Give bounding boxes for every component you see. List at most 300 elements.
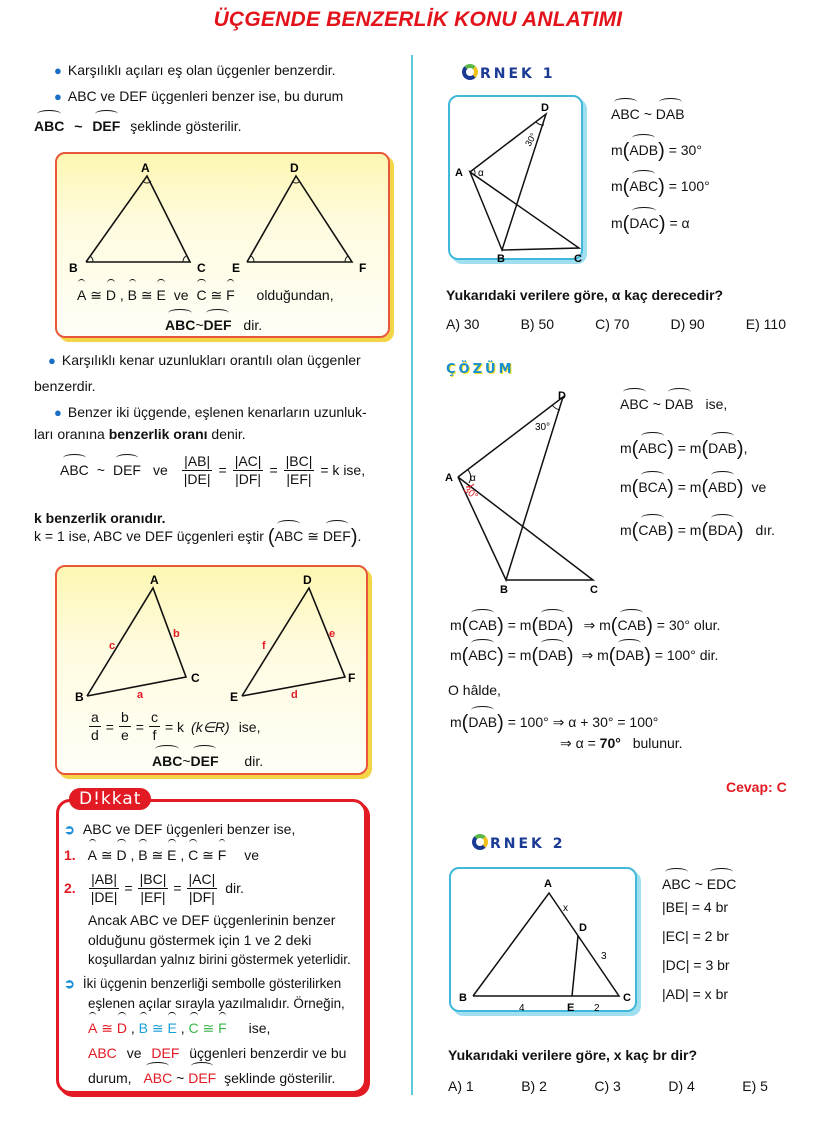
denominator: e [120,727,129,743]
cong-symbol: ≅ [307,528,319,544]
angle-b: B [138,847,148,863]
angle-label: BCA [638,479,668,495]
paren-open: ( [608,645,616,667]
angle-mark-c [183,256,186,262]
angle-d: D [116,847,127,863]
olgugundan-text: olduğundan, [256,287,334,303]
ornek-2-heading [472,834,566,852]
bullet-text: Karşılıklı kenar uzunlukları orantılı olan üçgenler [61,352,361,368]
side-d: d [291,689,298,701]
given-similarity [662,874,736,894]
numerator: c [150,709,158,725]
ornek-1-figure [450,97,585,262]
m-text: m [620,522,632,538]
condition-2 [64,868,244,908]
dir-text: dır. [755,522,775,538]
abc-colored: ABC [88,1045,117,1061]
fraction-bc-ef [138,871,169,906]
angle-d: D [105,287,116,303]
denominator: |EF| [140,888,166,905]
eq-m: = m [507,647,532,663]
eq-m: = m [677,479,702,495]
paren-open: ( [531,645,539,667]
angle-label: CAB [638,522,668,538]
triangle-abc [473,893,619,996]
solution-row-2 [620,477,766,498]
notation-text: şeklinde gösterilir. [130,118,242,134]
paren-close: ) [566,615,574,637]
option-e[interactable]: E) 5 [742,1078,768,1094]
def-label: DEF [112,462,141,478]
fraction-c-f [149,709,160,744]
solution-row-3 [620,520,775,541]
angle-congruence-line [77,285,334,305]
triangles-figure [57,154,392,284]
text: ABC ve DEF üçgenleri benzer ise, [82,821,296,837]
cong-symbol: ≅ [202,847,214,863]
eq: = [218,462,227,478]
side-c: c [109,640,116,652]
triangle-def [242,588,345,696]
angle-d-red: D [116,1020,127,1036]
cong-symbol: ≅ [151,1020,164,1036]
angle-label: DAB [468,714,498,730]
ise-text: ise, [238,718,261,735]
ratio-definition [34,424,246,444]
arrow-bullet-icon: ➲ [64,822,75,837]
cong-symbol: ≅ [151,847,164,863]
ornek-2-options [448,1076,768,1096]
vertex-b: B [75,690,84,704]
paren-open: ( [461,615,469,637]
sim-symbol: ~ [643,106,652,122]
paren-close: ) [658,176,665,198]
denominator: f [152,727,157,743]
option-a[interactable]: A) 30 [446,316,480,332]
text: şeklinde gösterilir. [224,1070,336,1086]
text: k = 1 ise, ABC ve DEF üçgenleri eştir [34,528,264,544]
angle-label: DAB [615,647,645,663]
text: İki üçgenin benzerliği sembolle gösterilirken [82,976,342,991]
dir-text: dir. [244,753,264,769]
vertex-d: D [579,922,587,934]
denominator: |DF| [235,470,262,487]
vertex-d: D [290,161,299,175]
vertex-e: E [230,690,239,704]
given-dac [611,213,690,234]
triangle-abc [86,176,190,262]
paren-open: ( [622,213,630,235]
paren-open: ( [701,520,709,542]
def-label: DEF [92,118,121,134]
bullet-text: Benzer iki üçgende, eşlenen kenarların uzunluk- [67,404,367,420]
numerator: |BC| [139,870,167,887]
ornek-2-figure-box [449,867,637,1012]
bullet-abc-def [54,86,343,107]
figure-lines [458,397,593,580]
result: = 100° dir. [654,647,719,663]
sim-symbol: ~ [652,396,661,412]
eq-m: = m [677,522,702,538]
term-bold: benzerlik oranı [108,426,208,442]
numerator: |AB| [91,870,118,887]
vertex-e: E [232,261,241,275]
vertex-c: C [574,253,582,262]
implies: ⇒ m [583,617,611,633]
ve-text: ve [244,847,259,863]
paren-open: ( [701,477,709,499]
edc-label: EDC [706,876,737,892]
option-d[interactable]: D) 90 [670,316,705,332]
cong-symbol: ≅ [210,287,223,303]
ornek-2-question: Yukarıdaki verilere göre, x kaç br dir? [448,1047,698,1063]
eq: = [269,462,278,478]
angle-c: C [196,287,207,303]
cozum-heading: ÇÖZÜM [446,362,515,377]
arrow-bullet-icon: ➲ [64,976,75,991]
vertex-f: F [348,671,356,685]
vertex-c: C [623,992,631,1004]
m-text: m [450,647,462,663]
k-real-condition: (k∈R) [191,718,230,735]
implies: ⇒ m [581,647,609,663]
vertex-d: D [303,573,312,587]
bullet-similar-angles [54,60,336,81]
notation-line [34,116,241,136]
vertex-d: D [541,102,549,114]
abc-label: ABC [620,396,649,412]
column-divider [411,55,413,1095]
denominator: d [91,727,99,743]
text: ları oranına [34,426,105,442]
option-b[interactable]: B) 50 [520,316,555,332]
eq: = [105,718,114,735]
angle-b: B [127,287,137,303]
angle-label: ABC [468,647,498,663]
angle-e-blue: E [167,1020,177,1036]
sim-symbol: ~ [176,1070,185,1086]
alpha-label: α [470,473,476,484]
sim-symbol: ~ [195,317,204,333]
vertex-a: A [445,472,453,484]
bullet-ratio [54,402,367,423]
paren-close: ) [497,712,504,734]
paren-open: ( [622,140,630,162]
angle-e: E [156,287,166,303]
m-text: m [611,142,623,158]
numerator: |BC| [285,452,313,469]
note-line-3: koşullardan yalnız birini göstermek yeterlidir. [88,952,351,967]
denominator: |EF| [286,470,312,487]
angle-label: ABD [708,479,737,495]
abc-label: ABC [34,118,65,134]
numerator: b [120,709,129,725]
option-d[interactable]: D) 4 [668,1078,695,1094]
k-equals-one-line [34,526,361,547]
colored-congruence-line: A ≅ D , B ≅ E , C ≅ F ise, [88,1020,271,1036]
paren-close: ) [566,645,574,667]
colored-triangles-line [88,1043,346,1063]
ornek-logo-icon [472,834,488,850]
dikkat-item-2 [64,973,341,994]
side-x-label: x [563,903,568,914]
ornek-2-figure [451,869,639,1014]
numerator: |AC| [234,452,262,469]
paren-open: ( [631,438,639,460]
step-1 [450,615,720,636]
numerator: |AC| [188,870,216,887]
sim-symbol: ~ [96,462,105,478]
angle-label: ABC [638,440,668,456]
side-f: f [262,640,266,652]
value: = 30° [668,142,702,158]
eq: = [124,880,133,896]
cong-symbol: ≅ [101,1020,113,1036]
equation: = 100° ⇒ α + 30° = 100° [507,714,659,730]
bulunur-text: bulunur. [632,735,683,751]
period: . [357,528,362,544]
comma: , [119,287,124,303]
ornek-1-options [446,314,786,334]
value: = α [669,215,690,231]
dab-label: DAB [655,106,685,122]
dikkat-item-1 [64,819,295,840]
angle-e: E [167,847,177,863]
sim-symbol: ~ [182,753,191,769]
answer-value: 70° [599,735,621,751]
paren-close: ) [497,615,504,637]
given-similarity [611,104,685,124]
angle-a-red: A [88,1020,98,1036]
abc-label: ABC [662,876,691,892]
vertex-c: C [590,584,598,595]
fraction-ac-df [187,871,218,906]
alpha-arc [474,170,475,176]
angle-label: BDA [708,522,737,538]
segment-de [572,936,578,996]
note-line-2: olduğunu göstermek için 1 ve 2 deki [88,932,312,948]
option-a[interactable]: A) 1 [448,1078,474,1094]
ise-text: ise, [248,1020,271,1036]
angle-mark-f [345,256,348,262]
vertex-c: C [191,671,200,685]
side-ratio-equation [87,709,260,744]
abc-label: ABC [60,462,89,478]
ornek-label: RNEK 2 [490,836,566,852]
o-halde-text: O hâlde, [448,682,501,698]
ise-text: ise, [705,396,728,412]
angle-c: C [188,847,199,863]
paren-open: ( [622,176,630,198]
paren-close: ) [736,438,744,460]
step-4 [560,733,683,753]
similarity-line [165,315,262,335]
fraction-ac-df [233,453,264,488]
cong-symbol: ≅ [100,847,113,863]
alpha-label: α [478,168,484,179]
paren-open: ( [531,615,539,637]
triangle-def [247,176,352,262]
eq: = [173,880,182,896]
angle-label: DAB [538,647,567,663]
condition-1: 1. A ≅ D , B ≅ E , C ≅ F ve [64,847,259,863]
eq: = [135,718,144,735]
fraction-b-e [119,709,131,744]
vertex-a: A [150,573,159,587]
sim-symbol: ~ [694,876,703,892]
angle-mark-e [251,256,254,262]
dab-label: DAB [664,396,694,412]
side-e: e [329,628,336,640]
denominator: |DE| [183,470,211,487]
numerator: |AB| [184,452,211,469]
given-adb [611,140,702,161]
cong-symbol: ≅ [90,287,102,303]
ornek-logo-icon [462,64,478,80]
m-text: m [620,479,632,495]
vertex-f: F [359,261,367,275]
angle-f: F [226,287,235,303]
bullet-icon: ● [48,353,56,368]
bullet-text-cont: benzerdir. [34,378,96,394]
side-a: a [137,689,144,701]
def-colored: DEF [188,1070,217,1086]
k-ise: = k ise, [320,462,366,478]
vertex-b: B [500,584,508,595]
dir-text: dir. [225,880,244,896]
option-c[interactable]: C) 3 [594,1078,621,1094]
eq-m: = m [677,440,702,456]
m-text: m [620,440,632,456]
angle-a-30-label: 30° [461,484,480,503]
angle-label: CAB [617,617,647,633]
def-label: DEF [190,753,219,769]
bullet-text: ABC ve DEF üçgenleri benzer ise, bu durum [67,88,344,104]
step-3 [450,712,658,733]
option-c[interactable]: C) 70 [595,316,630,332]
answer-label: Cevap: C [726,779,787,795]
sim-symbol: ~ [74,118,83,134]
ve-text: ve [152,462,168,478]
m-text: m [611,178,623,194]
dir-text: dir. [243,317,263,333]
ornek-1-question: Yukarıdaki verilere göre, α kaç derecedir? [446,287,724,303]
note-line-1: Ancak ABC ve DEF üçgenlerinin benzer [88,912,336,928]
fraction-ab-de [89,871,120,906]
eq-m: = m [507,617,532,633]
ve-text: ve [173,287,189,303]
dikkat-tag: D!kkat [69,788,151,810]
def-label: DEF [203,317,232,333]
colored-similarity-line [88,1068,335,1088]
paren-close: ) [736,520,744,542]
bullet-icon: ● [54,405,62,420]
vertex-c: C [197,261,206,275]
side-3-label: 3 [601,951,607,962]
paren-close: ) [658,213,666,235]
paren-close: ) [667,477,674,499]
option-e[interactable]: E) 110 [745,316,786,332]
vertex-a: A [544,878,552,890]
paren-open: ( [461,712,469,734]
equals-k: = k [164,718,185,735]
result: = 30° olur. [656,617,721,633]
side-b: b [173,628,180,640]
vertex-d: D [558,390,566,402]
similar-angles-box [55,152,390,338]
text: durum, [88,1070,132,1086]
angle-label: ADB [629,142,659,158]
ve-text: ve [126,1045,142,1061]
ve-text: ve [751,479,767,495]
angle-d-arc [552,405,560,410]
comma: , [743,440,748,456]
proportional-sides-box [55,565,368,775]
denominator: |DF| [188,888,215,905]
given-ec: |EC| = 2 br [662,928,729,944]
text: eşlenen açılar sırayla yazılmalıdır. Örneğin, [88,996,345,1011]
side-4-label: 4 [519,1003,525,1014]
ornek-1-figure-box [448,95,583,260]
bullet-text: Karşılıklı açıları eş olan üçgenler benzerdir. [67,62,336,78]
paren-open: ( [701,438,709,460]
page-title: ÜÇGENDE BENZERLİK KONU ANLATIMI [213,8,623,31]
vertex-b: B [69,261,78,275]
solution-row-1 [620,438,747,459]
paren-close: ) [667,438,674,460]
abc-label: ABC [152,753,183,769]
paren-close: ) [350,526,358,548]
vertex-e: E [567,1002,575,1014]
angle-label: ABC [629,178,659,194]
given-dc: |DC| = 3 br [662,957,730,973]
solution-similarity [620,394,727,414]
option-b[interactable]: B) 2 [521,1078,547,1094]
abc-label: ABC [274,528,304,544]
paren-close: ) [658,140,665,162]
text: üçgenleri benzerdir ve bu [189,1045,347,1061]
paren-close: ) [667,520,674,542]
number-label: 2. [64,880,76,896]
vertex-b: B [497,253,505,262]
angle-mark-b [90,256,93,262]
given-be: |BE| = 4 br [662,899,729,915]
paren-open: ( [461,645,469,667]
step-2 [450,645,718,666]
paren-close: ) [644,645,651,667]
m-text: m [611,215,623,231]
angle-30-label: 30° [523,131,539,148]
given-ad: |AD| = x br [662,986,729,1002]
fraction-a-d [89,709,101,744]
abc-label: ABC [611,106,640,122]
value: = 100° [668,178,710,194]
ratio-equation [60,450,365,490]
paren-open: ( [610,615,618,637]
cong-symbol: ≅ [202,1020,215,1036]
figure-lines [470,114,579,250]
similarity-line [152,751,263,771]
paren-open: ( [631,477,639,499]
cong-symbol: ≅ [140,287,153,303]
k-definition: k benzerlik oranıdır. [34,510,166,526]
paren-close: ) [736,477,744,499]
number-label: 1. [64,847,76,863]
abc-label: ABC [165,317,196,333]
angle-label: CAB [468,617,498,633]
bullet-proportional-sides [48,350,361,371]
numerator: a [91,709,99,725]
